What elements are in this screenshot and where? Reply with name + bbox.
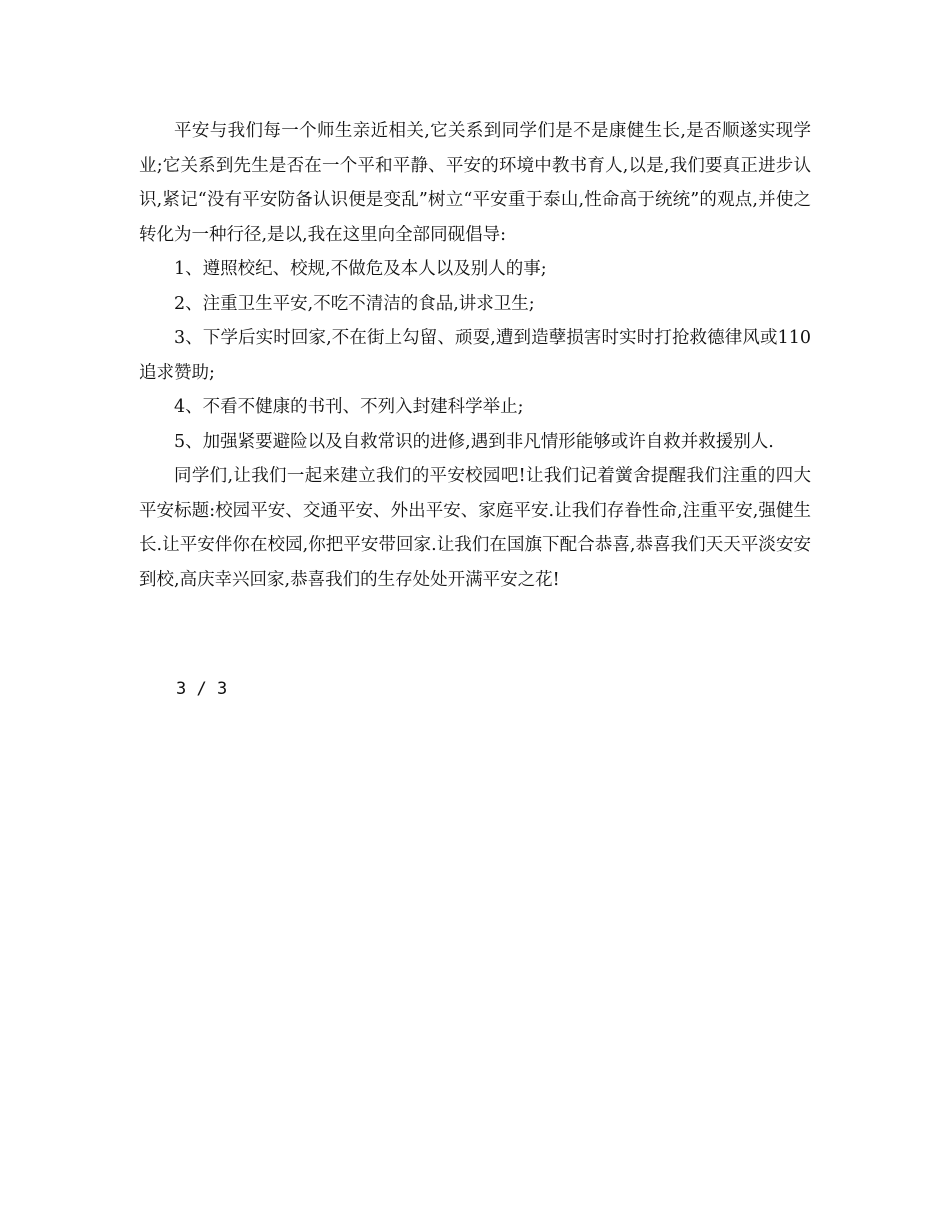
- paragraph-item-4: 4、不看不健康的书刊、不列入封建科学举止;: [174, 397, 524, 417]
- paragraph-item-2: 2、注重卫生平安,不吃不清洁的食品,讲求卫生;: [174, 293, 535, 314]
- paragraph-item-3: 3、下学后实时回家,不在街上勾留、顽耍,遭到造孽损害时实时打抢救德律风或110追求赞助;: [139, 328, 811, 383]
- paragraph-item-1: 1、遵照校纪、校规,不做危及本人以及别人的事;: [174, 259, 547, 279]
- paragraph-closing: 同学们,让我们一起来建立我们的平安校园吧!让我们记着黉舍提醒我们注重的四大平安标题:校园平安、交通平安、外出平安、家庭平安.让我们存眷性命,注重平安,强健生长.让平安伴你在校园,你把平安带回家.让我们在国旗下配合恭喜,恭喜我们天天平淡安安到校,高庆幸兴回家,恭喜我们的生存处处开满平安之花!: [139, 466, 811, 590]
- paragraph-intro: 平安与我们每一个师生亲近相关,它关系到同学们是不是康健生长,是否顺遂实现学业;它关系到先生是否在一个平和平静、平安的环境中教书育人,以是,我们要真正进步认识,紧记“没有平安防备认识便是变乱”树立“平安重于泰山,性命高于统统”的观点,并使之转化为一种行径,是以,我在这里向全部同砚倡导:: [139, 121, 811, 245]
- page-number: 3 / 3: [176, 679, 228, 699]
- paragraph-item-5: 5、加强紧要避险以及自救常识的进修,遇到非凡情形能够或许自救并救援别人.: [174, 431, 774, 452]
- document-body: [139, 114, 811, 597]
